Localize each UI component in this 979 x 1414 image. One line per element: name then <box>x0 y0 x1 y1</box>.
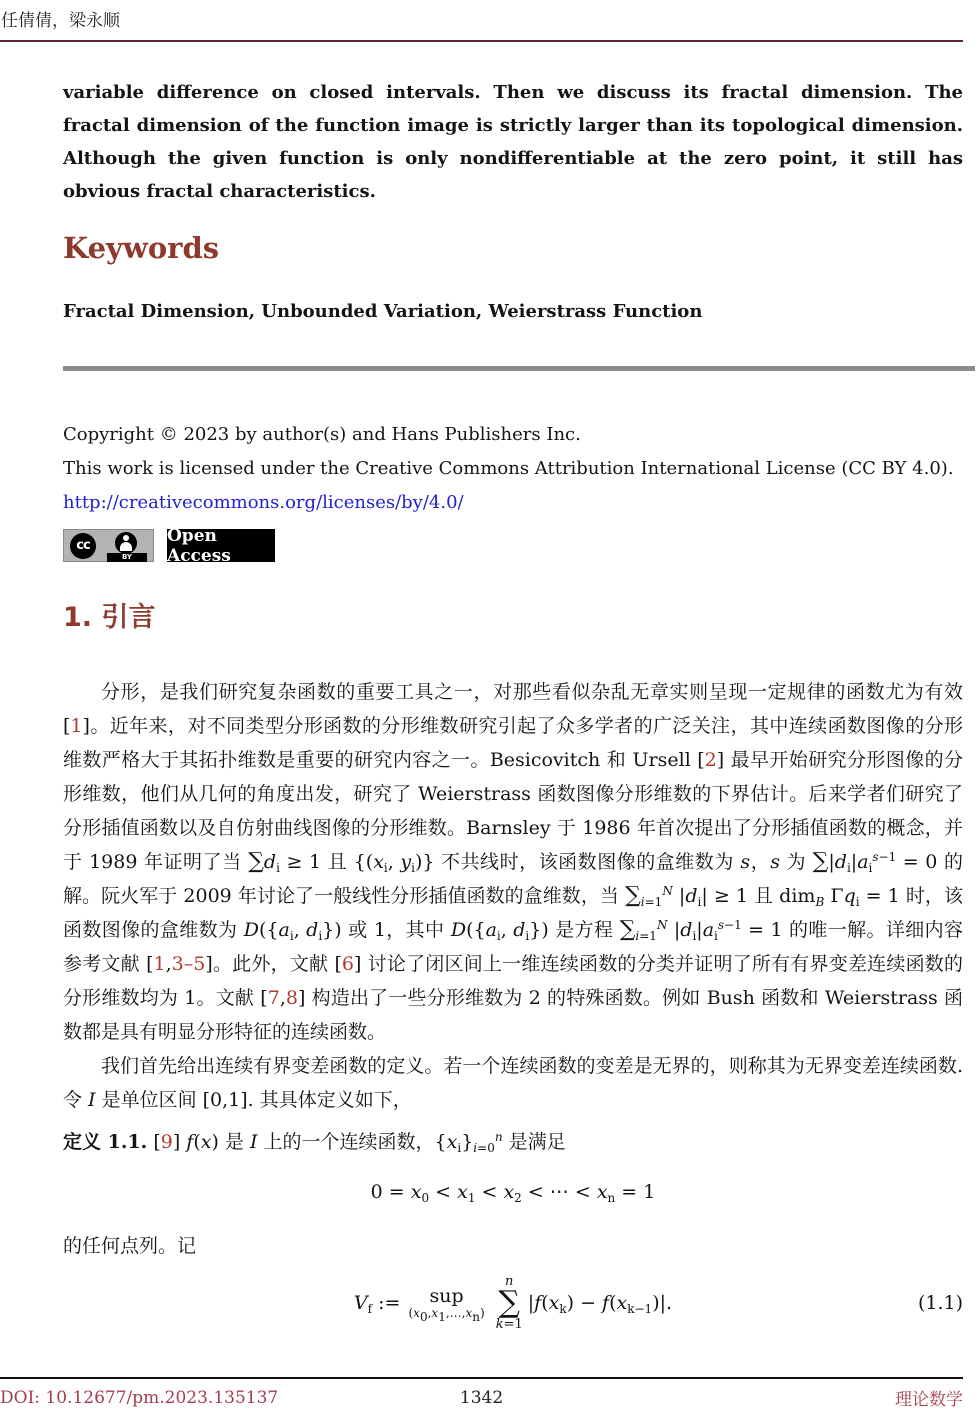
keywords-heading: Keywords <box>63 231 220 265</box>
footer-rule <box>0 1377 963 1379</box>
open-access-label: Open Access <box>167 525 231 566</box>
cc-icon-letters: cc <box>76 538 90 553</box>
page-number: 1342 <box>459 1387 504 1408</box>
abstract-text: variable difference on closed intervals. Then we discuss its fractal dimension. The fractal dimension of the function image is strictly larger than its topological dimension. Although the given function is only nondifferentiable at the zero point, it still has obvious fractal characteristics. <box>63 82 963 202</box>
sigma-symbol: ∑ <box>498 1285 520 1320</box>
section-divider-rule <box>63 366 975 371</box>
equation-rhs: $|f(x_k) - f(x_{k-1})|$. <box>527 1292 673 1316</box>
license-url-line <box>63 486 963 520</box>
doi-link[interactable]: DOI: 10.12677/pm.2023.135137 <box>0 1387 279 1408</box>
section-1-heading: 1. 引言 <box>63 602 156 633</box>
license-line: This work is licensed under the Creative Commons Attribution International License (CC BY 4.0). <box>63 458 954 479</box>
connector-text: 的任何点列。记 <box>63 1235 197 1257</box>
sup-operator <box>408 1284 485 1324</box>
page-content <box>63 0 963 1337</box>
attribution-mark <box>107 531 147 562</box>
cc-by-badge <box>63 529 154 562</box>
partition-formula: $0 = x_0 < x_1 < x_2$ < ⋯ < $x_n = 1$ <box>370 1181 656 1205</box>
license-url-link[interactable]: http://creativecommons.org/licenses/by/4.0/ <box>63 492 464 513</box>
attribution-person-icon <box>115 532 137 554</box>
license-block <box>63 418 963 566</box>
open-access-badge <box>167 525 275 566</box>
journal-name: 理论数学 <box>895 1390 964 1410</box>
person-body-shape <box>120 542 132 551</box>
person-head-shape <box>123 535 129 541</box>
equation-1-1 <box>63 1269 963 1337</box>
keywords-list: Fractal Dimension, Unbounded Variation, Weierstrass Function <box>63 301 703 322</box>
intro-paragraph-2: 我们首先给出连续有界变差函数的定义。若一个连续函数的变差是无界的，则称其为无界变差连续函数. 令 I 是单位区间 [0,1]. 其具体定义如下， <box>63 1055 963 1111</box>
equation-lhs: $V_f$ := <box>353 1292 401 1316</box>
license-badges <box>63 525 963 566</box>
sup-symbol: sup <box>429 1284 464 1307</box>
page-footer <box>0 1385 963 1410</box>
definition-1-1: 定义 1.1. [9] f(x) 是 I 上的一个连续函数，$\{x_i\}_{i=0}^n$ 是满足 <box>63 1130 566 1155</box>
sum-upper-limit: n <box>505 1274 514 1289</box>
sum-operator <box>496 1275 523 1331</box>
cc-by-label: BY <box>107 553 147 562</box>
equation-number: (1.1) <box>917 1292 963 1314</box>
cc-icon <box>70 533 96 559</box>
sum-lower-limit: k=1 <box>495 1317 523 1332</box>
running-head-authors: 任倩倩，梁永顺 <box>1 11 120 31</box>
copyright-line: Copyright © 2023 by author(s) and Hans Publishers Inc. <box>63 424 581 445</box>
intro-paragraph-1: 分形，是我们研究复杂函数的重要工具之一，对那些看似杂乱无章实则呈现一定规律的函数尤为有效 [1]。近年来，对不同类型分形函数的分形维数研究引起了众多学者的广泛关注，其中连续函数图像的分形维数严格大于其拓扑维数是重要的研究内容之一。Besicovitch 和 Ursell [2] 最早开始研究分形图像的分形维数，他们从几何的角度出发，研究了 Weierstrass 函数图像分形维数的下界估计。后来学者们研究了分形插值函数以及自仿射曲线图像的分形维数。Barnsley 于 1986 年首次提出了分形插值函数的概念，并于 1989 年证明了当 $\sum d_i \ge 1$ 且 {($x_i$, $y_i$)} 不共线时，该函数图像的盒维数为 s，s 为 $\sum|d_i|a_i^{s-1} = 0$ 的解。阮火军于 2009 年讨论了一般线性分形插值函数的盒维数，当 $\sum_{i=1}^N$ $|d_i| \ge 1$ 且 dim$_B$ $\Gamma q_i = 1$ 时，该函数图像的盒维数为 $D(\{a_i$, $d_i$}) 或 1，其中 $D(\{a_i$, $d_i$}) 是方程 $\sum_{i=1}^N$ $|d_i|a_i^{s-1} = 1$ 的唯一解。详细内容参考文献 [1,3–5]。此外，文献 [6] 讨论了闭区间上一维连续函数的分类并证明了所有有界变差连续函数的分形维数均为 1。文献 [7,8] 构造出了一些分形维数为 2 的特殊函数。例如 Bush 函数和 Weierstrass 函数都是具有明显分形特征的连续函数。 <box>63 681 963 1043</box>
sup-limit: $(x_0,x_1,\dots,x_n)$ <box>408 1305 485 1324</box>
